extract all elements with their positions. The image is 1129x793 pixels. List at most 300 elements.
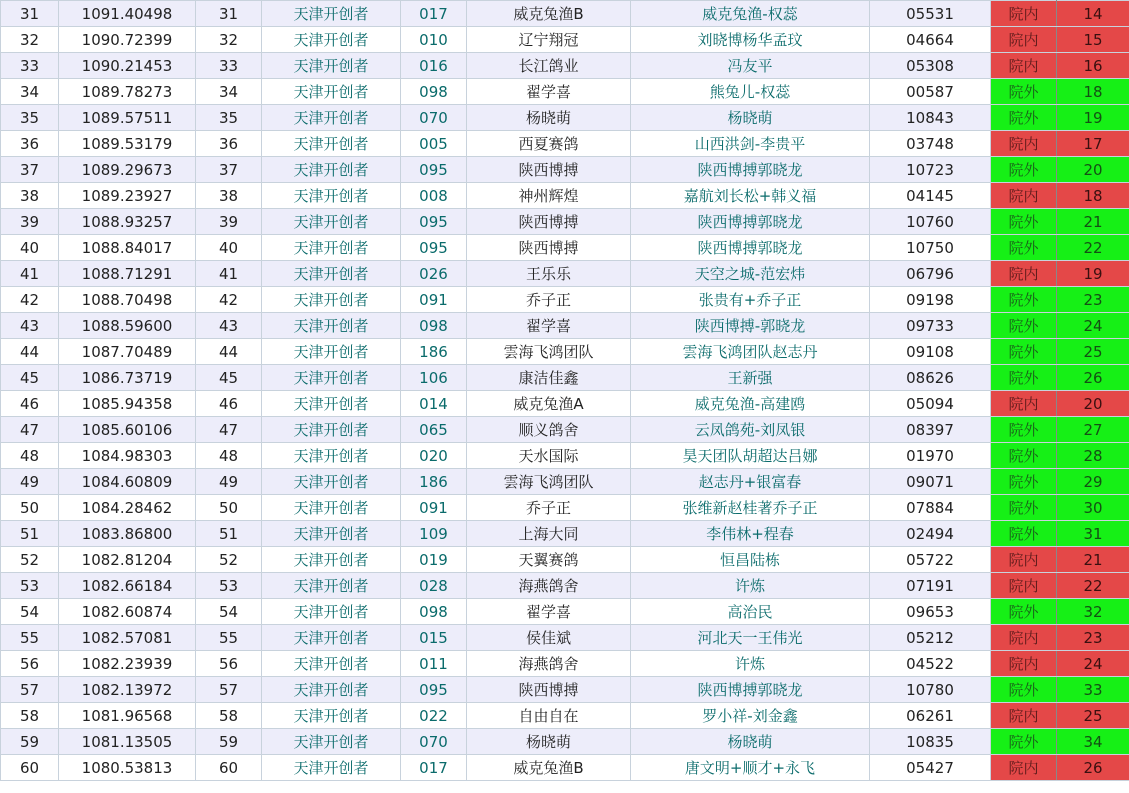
cell-ring-number: 01970 — [870, 443, 991, 469]
cell-rank: 54 — [196, 599, 262, 625]
cell-location-rank: 26 — [1057, 755, 1129, 781]
cell-score: 1084.60809 — [59, 469, 196, 495]
cell-club: 天津开创者 — [262, 755, 401, 781]
cell-location-rank: 22 — [1057, 573, 1129, 599]
table-row[interactable] — [1, 313, 1129, 339]
cell-location: 院外 — [991, 469, 1057, 495]
cell-location: 院外 — [991, 287, 1057, 313]
table-row[interactable] — [1, 339, 1129, 365]
cell-ring-number: 07191 — [870, 573, 991, 599]
cell-club: 天津开创者 — [262, 703, 401, 729]
cell-location-rank: 19 — [1057, 261, 1129, 287]
cell-score: 1088.70498 — [59, 287, 196, 313]
cell-location-rank: 18 — [1057, 183, 1129, 209]
cell-rank: 33 — [196, 53, 262, 79]
cell-loft-name: 长江鸽业 — [467, 53, 631, 79]
cell-owner: 高治民 — [631, 599, 870, 625]
cell-location: 院外 — [991, 443, 1057, 469]
cell-location-rank: 16 — [1057, 53, 1129, 79]
cell-location: 院内 — [991, 27, 1057, 53]
cell-no: 33 — [1, 53, 59, 79]
cell-score: 1089.57511 — [59, 105, 196, 131]
cell-no: 32 — [1, 27, 59, 53]
cell-club: 天津开创者 — [262, 235, 401, 261]
cell-ring-number: 04145 — [870, 183, 991, 209]
cell-club: 天津开创者 — [262, 443, 401, 469]
cell-location: 院外 — [991, 599, 1057, 625]
cell-no: 49 — [1, 469, 59, 495]
cell-code: 010 — [401, 27, 467, 53]
table-row[interactable] — [1, 157, 1129, 183]
cell-no: 57 — [1, 677, 59, 703]
cell-loft-name: 翟学喜 — [467, 79, 631, 105]
cell-no: 31 — [1, 1, 59, 27]
cell-loft-name: 辽宁翔冠 — [467, 27, 631, 53]
table-row[interactable] — [1, 495, 1129, 521]
cell-loft-name: 乔子正 — [467, 287, 631, 313]
cell-owner: 陕西博搏郭晓龙 — [631, 157, 870, 183]
cell-club: 天津开创者 — [262, 625, 401, 651]
cell-location: 院外 — [991, 235, 1057, 261]
cell-no: 53 — [1, 573, 59, 599]
cell-location-rank: 17 — [1057, 131, 1129, 157]
table-row[interactable] — [1, 79, 1129, 105]
cell-score: 1091.40498 — [59, 1, 196, 27]
cell-rank: 43 — [196, 313, 262, 339]
cell-rank: 55 — [196, 625, 262, 651]
cell-ring-number: 10835 — [870, 729, 991, 755]
cell-rank: 34 — [196, 79, 262, 105]
cell-no: 51 — [1, 521, 59, 547]
cell-code: 070 — [401, 105, 467, 131]
cell-rank: 41 — [196, 261, 262, 287]
cell-location: 院内 — [991, 391, 1057, 417]
cell-location-rank: 14 — [1057, 1, 1129, 27]
cell-loft-name: 威克兔渔A — [467, 391, 631, 417]
cell-owner: 张维新赵桂著乔子正 — [631, 495, 870, 521]
cell-location: 院外 — [991, 521, 1057, 547]
cell-owner: 赵志丹+银富春 — [631, 469, 870, 495]
cell-code: 098 — [401, 599, 467, 625]
cell-code: 016 — [401, 53, 467, 79]
cell-loft-name: 神州辉煌 — [467, 183, 631, 209]
cell-code: 186 — [401, 469, 467, 495]
cell-rank: 42 — [196, 287, 262, 313]
cell-location: 院内 — [991, 261, 1057, 287]
cell-score: 1088.59600 — [59, 313, 196, 339]
cell-code: 020 — [401, 443, 467, 469]
cell-loft-name: 康洁佳鑫 — [467, 365, 631, 391]
table-row[interactable] — [1, 105, 1129, 131]
cell-location: 院外 — [991, 495, 1057, 521]
cell-code: 095 — [401, 677, 467, 703]
cell-location-rank: 25 — [1057, 339, 1129, 365]
cell-no: 43 — [1, 313, 59, 339]
cell-no: 37 — [1, 157, 59, 183]
cell-loft-name: 西夏赛鸽 — [467, 131, 631, 157]
cell-ring-number: 09653 — [870, 599, 991, 625]
cell-code: 015 — [401, 625, 467, 651]
table-row[interactable] — [1, 235, 1129, 261]
cell-ring-number: 00587 — [870, 79, 991, 105]
cell-location-rank: 15 — [1057, 27, 1129, 53]
cell-ring-number: 05722 — [870, 547, 991, 573]
cell-no: 36 — [1, 131, 59, 157]
cell-owner: 陕西博搏-郭晓龙 — [631, 313, 870, 339]
cell-ring-number: 05531 — [870, 1, 991, 27]
cell-owner: 杨晓萌 — [631, 105, 870, 131]
cell-location-rank: 32 — [1057, 599, 1129, 625]
cell-location: 院内 — [991, 703, 1057, 729]
cell-club: 天津开创者 — [262, 79, 401, 105]
cell-code: 095 — [401, 209, 467, 235]
cell-code: 098 — [401, 79, 467, 105]
cell-loft-name: 雲海飞鸿团队 — [467, 469, 631, 495]
cell-score: 1089.23927 — [59, 183, 196, 209]
cell-ring-number: 06796 — [870, 261, 991, 287]
cell-owner: 许炼 — [631, 573, 870, 599]
cell-rank: 44 — [196, 339, 262, 365]
cell-rank: 32 — [196, 27, 262, 53]
cell-owner: 恒昌陆栋 — [631, 547, 870, 573]
cell-loft-name: 海燕鸽舍 — [467, 651, 631, 677]
cell-rank: 58 — [196, 703, 262, 729]
cell-owner: 杨晓萌 — [631, 729, 870, 755]
cell-owner: 许炼 — [631, 651, 870, 677]
table-row[interactable] — [1, 417, 1129, 443]
cell-score: 1088.71291 — [59, 261, 196, 287]
table-row[interactable] — [1, 573, 1129, 599]
cell-code: 005 — [401, 131, 467, 157]
cell-no: 34 — [1, 79, 59, 105]
cell-loft-name: 翟学喜 — [467, 313, 631, 339]
cell-ring-number: 02494 — [870, 521, 991, 547]
table-row[interactable] — [1, 131, 1129, 157]
cell-loft-name: 威克兔渔B — [467, 1, 631, 27]
cell-club: 天津开创者 — [262, 287, 401, 313]
cell-code: 091 — [401, 495, 467, 521]
cell-rank: 51 — [196, 521, 262, 547]
cell-loft-name: 顺义鸽舍 — [467, 417, 631, 443]
cell-ring-number: 09071 — [870, 469, 991, 495]
cell-owner: 陕西博搏郭晓龙 — [631, 209, 870, 235]
cell-location-rank: 25 — [1057, 703, 1129, 729]
cell-rank: 53 — [196, 573, 262, 599]
cell-no: 46 — [1, 391, 59, 417]
cell-code: 091 — [401, 287, 467, 313]
cell-club: 天津开创者 — [262, 339, 401, 365]
cell-club: 天津开创者 — [262, 131, 401, 157]
cell-location-rank: 34 — [1057, 729, 1129, 755]
cell-owner: 张贵有+乔子正 — [631, 287, 870, 313]
cell-loft-name: 陕西博搏 — [467, 677, 631, 703]
cell-owner: 刘晓博杨华孟玟 — [631, 27, 870, 53]
cell-score: 1086.73719 — [59, 365, 196, 391]
cell-code: 098 — [401, 313, 467, 339]
cell-score: 1089.53179 — [59, 131, 196, 157]
cell-rank: 60 — [196, 755, 262, 781]
cell-score: 1084.98303 — [59, 443, 196, 469]
cell-club: 天津开创者 — [262, 573, 401, 599]
cell-ring-number: 10843 — [870, 105, 991, 131]
cell-owner: 王新强 — [631, 365, 870, 391]
table-row[interactable] — [1, 287, 1129, 313]
cell-loft-name: 翟学喜 — [467, 599, 631, 625]
cell-owner: 唐文明+顺才+永飞 — [631, 755, 870, 781]
cell-ring-number: 06261 — [870, 703, 991, 729]
cell-ring-number: 10723 — [870, 157, 991, 183]
table-row[interactable] — [1, 443, 1129, 469]
cell-loft-name: 杨晓萌 — [467, 729, 631, 755]
table-row[interactable] — [1, 183, 1129, 209]
cell-no: 56 — [1, 651, 59, 677]
cell-code: 019 — [401, 547, 467, 573]
cell-location: 院外 — [991, 339, 1057, 365]
cell-no: 44 — [1, 339, 59, 365]
cell-rank: 35 — [196, 105, 262, 131]
cell-score: 1080.53813 — [59, 755, 196, 781]
cell-owner: 李伟林+程春 — [631, 521, 870, 547]
cell-no: 40 — [1, 235, 59, 261]
cell-location-rank: 26 — [1057, 365, 1129, 391]
cell-ring-number: 09108 — [870, 339, 991, 365]
cell-club: 天津开创者 — [262, 651, 401, 677]
cell-loft-name: 侯佳斌 — [467, 625, 631, 651]
cell-score: 1085.60106 — [59, 417, 196, 443]
cell-rank: 46 — [196, 391, 262, 417]
cell-score: 1085.94358 — [59, 391, 196, 417]
cell-club: 天津开创者 — [262, 157, 401, 183]
cell-club: 天津开创者 — [262, 729, 401, 755]
cell-score: 1082.57081 — [59, 625, 196, 651]
cell-location-rank: 24 — [1057, 313, 1129, 339]
cell-score: 1081.13505 — [59, 729, 196, 755]
cell-no: 38 — [1, 183, 59, 209]
cell-owner: 威克兔渔-高建鸥 — [631, 391, 870, 417]
cell-location: 院外 — [991, 157, 1057, 183]
cell-club: 天津开创者 — [262, 391, 401, 417]
cell-code: 017 — [401, 1, 467, 27]
cell-club: 天津开创者 — [262, 521, 401, 547]
cell-rank: 48 — [196, 443, 262, 469]
cell-location: 院内 — [991, 755, 1057, 781]
cell-rank: 38 — [196, 183, 262, 209]
cell-ring-number: 05427 — [870, 755, 991, 781]
cell-location-rank: 23 — [1057, 287, 1129, 313]
cell-location-rank: 20 — [1057, 391, 1129, 417]
cell-score: 1081.96568 — [59, 703, 196, 729]
cell-code: 095 — [401, 157, 467, 183]
cell-location-rank: 21 — [1057, 209, 1129, 235]
cell-location-rank: 19 — [1057, 105, 1129, 131]
table-row[interactable] — [1, 755, 1129, 781]
cell-location: 院外 — [991, 365, 1057, 391]
cell-no: 47 — [1, 417, 59, 443]
cell-location: 院外 — [991, 677, 1057, 703]
cell-ring-number: 07884 — [870, 495, 991, 521]
table-row[interactable] — [1, 625, 1129, 651]
cell-ring-number: 10750 — [870, 235, 991, 261]
cell-owner: 河北天一王伟光 — [631, 625, 870, 651]
table-row[interactable] — [1, 1, 1129, 27]
table-row[interactable] — [1, 677, 1129, 703]
cell-owner: 熊兔儿-权蕊 — [631, 79, 870, 105]
cell-rank: 49 — [196, 469, 262, 495]
table-row[interactable] — [1, 391, 1129, 417]
cell-location-rank: 30 — [1057, 495, 1129, 521]
cell-location-rank: 23 — [1057, 625, 1129, 651]
cell-location-rank: 33 — [1057, 677, 1129, 703]
cell-club: 天津开创者 — [262, 495, 401, 521]
cell-score: 1082.13972 — [59, 677, 196, 703]
cell-club: 天津开创者 — [262, 53, 401, 79]
cell-loft-name: 陕西博搏 — [467, 157, 631, 183]
cell-no: 54 — [1, 599, 59, 625]
cell-loft-name: 乔子正 — [467, 495, 631, 521]
cell-score: 1082.66184 — [59, 573, 196, 599]
table-row[interactable] — [1, 209, 1129, 235]
cell-score: 1088.93257 — [59, 209, 196, 235]
table-row[interactable] — [1, 521, 1129, 547]
cell-ring-number: 08626 — [870, 365, 991, 391]
cell-location: 院内 — [991, 131, 1057, 157]
cell-club: 天津开创者 — [262, 417, 401, 443]
table-row[interactable] — [1, 547, 1129, 573]
cell-code: 095 — [401, 235, 467, 261]
table-row[interactable] — [1, 469, 1129, 495]
cell-loft-name: 杨晓萌 — [467, 105, 631, 131]
cell-code: 017 — [401, 755, 467, 781]
cell-rank: 57 — [196, 677, 262, 703]
table-row[interactable] — [1, 729, 1129, 755]
cell-ring-number: 05308 — [870, 53, 991, 79]
cell-no: 35 — [1, 105, 59, 131]
cell-location: 院内 — [991, 183, 1057, 209]
cell-loft-name: 上海大同 — [467, 521, 631, 547]
cell-location: 院内 — [991, 1, 1057, 27]
cell-rank: 47 — [196, 417, 262, 443]
cell-club: 天津开创者 — [262, 547, 401, 573]
cell-no: 39 — [1, 209, 59, 235]
cell-owner: 冯友平 — [631, 53, 870, 79]
cell-location: 院内 — [991, 625, 1057, 651]
cell-rank: 31 — [196, 1, 262, 27]
cell-rank: 45 — [196, 365, 262, 391]
cell-ring-number: 10780 — [870, 677, 991, 703]
cell-score: 1082.81204 — [59, 547, 196, 573]
cell-location-rank: 27 — [1057, 417, 1129, 443]
cell-rank: 52 — [196, 547, 262, 573]
table-row[interactable] — [1, 599, 1129, 625]
cell-club: 天津开创者 — [262, 469, 401, 495]
cell-code: 028 — [401, 573, 467, 599]
cell-loft-name: 陕西博搏 — [467, 235, 631, 261]
cell-code: 022 — [401, 703, 467, 729]
cell-loft-name: 王乐乐 — [467, 261, 631, 287]
cell-owner: 昊天团队胡超达吕娜 — [631, 443, 870, 469]
cell-rank: 39 — [196, 209, 262, 235]
cell-location: 院内 — [991, 53, 1057, 79]
results-table-body — [1, 1, 1129, 781]
cell-no: 58 — [1, 703, 59, 729]
cell-no: 59 — [1, 729, 59, 755]
cell-score: 1088.84017 — [59, 235, 196, 261]
table-row[interactable] — [1, 651, 1129, 677]
cell-owner: 山西洪剑-李贵平 — [631, 131, 870, 157]
cell-owner: 天空之城-范宏炜 — [631, 261, 870, 287]
cell-code: 008 — [401, 183, 467, 209]
cell-owner: 陕西博搏郭晓龙 — [631, 677, 870, 703]
cell-code: 014 — [401, 391, 467, 417]
cell-code: 106 — [401, 365, 467, 391]
cell-club: 天津开创者 — [262, 313, 401, 339]
table-row[interactable] — [1, 261, 1129, 287]
cell-code: 186 — [401, 339, 467, 365]
cell-owner: 云凤鸽苑-刘凤银 — [631, 417, 870, 443]
cell-score: 1082.23939 — [59, 651, 196, 677]
cell-rank: 37 — [196, 157, 262, 183]
table-row[interactable] — [1, 27, 1129, 53]
cell-club: 天津开创者 — [262, 365, 401, 391]
cell-score: 1089.29673 — [59, 157, 196, 183]
cell-score: 1090.72399 — [59, 27, 196, 53]
cell-location-rank: 18 — [1057, 79, 1129, 105]
cell-rank: 59 — [196, 729, 262, 755]
cell-loft-name: 天翼赛鸽 — [467, 547, 631, 573]
cell-ring-number: 08397 — [870, 417, 991, 443]
cell-owner: 嘉航刘长松+韩义福 — [631, 183, 870, 209]
cell-loft-name: 自由自在 — [467, 703, 631, 729]
cell-no: 48 — [1, 443, 59, 469]
cell-rank: 36 — [196, 131, 262, 157]
table-row[interactable] — [1, 53, 1129, 79]
cell-location: 院外 — [991, 79, 1057, 105]
cell-location-rank: 21 — [1057, 547, 1129, 573]
cell-owner: 罗小祥-刘金鑫 — [631, 703, 870, 729]
cell-ring-number: 09198 — [870, 287, 991, 313]
table-row[interactable] — [1, 703, 1129, 729]
cell-owner: 陕西博搏郭晓龙 — [631, 235, 870, 261]
cell-location: 院外 — [991, 105, 1057, 131]
cell-location: 院内 — [991, 573, 1057, 599]
cell-owner: 雲海飞鸿团队赵志丹 — [631, 339, 870, 365]
table-row[interactable] — [1, 365, 1129, 391]
cell-club: 天津开创者 — [262, 677, 401, 703]
cell-location-rank: 24 — [1057, 651, 1129, 677]
cell-location: 院外 — [991, 313, 1057, 339]
cell-no: 50 — [1, 495, 59, 521]
cell-loft-name: 威克兔渔B — [467, 755, 631, 781]
cell-location-rank: 20 — [1057, 157, 1129, 183]
cell-club: 天津开创者 — [262, 183, 401, 209]
cell-location: 院内 — [991, 651, 1057, 677]
cell-score: 1083.86800 — [59, 521, 196, 547]
cell-code: 011 — [401, 651, 467, 677]
cell-location-rank: 22 — [1057, 235, 1129, 261]
cell-club: 天津开创者 — [262, 261, 401, 287]
cell-rank: 40 — [196, 235, 262, 261]
cell-location: 院外 — [991, 417, 1057, 443]
cell-owner: 威克兔渔-权蕊 — [631, 1, 870, 27]
cell-loft-name: 海燕鸽舍 — [467, 573, 631, 599]
cell-code: 026 — [401, 261, 467, 287]
cell-score: 1087.70489 — [59, 339, 196, 365]
cell-loft-name: 陕西博搏 — [467, 209, 631, 235]
cell-loft-name: 天水国际 — [467, 443, 631, 469]
cell-score: 1090.21453 — [59, 53, 196, 79]
cell-code: 070 — [401, 729, 467, 755]
cell-location-rank: 29 — [1057, 469, 1129, 495]
